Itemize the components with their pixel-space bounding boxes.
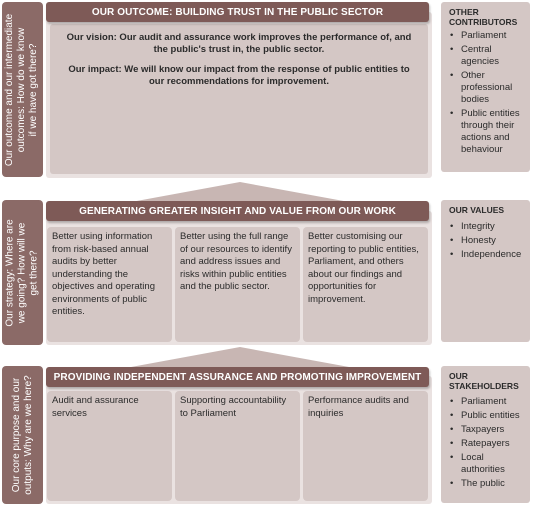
row-label-outcome-line-1: Our outcome and our intermediate	[4, 13, 16, 166]
row-label-strategy-line-1: Our strategy: Where are	[4, 218, 16, 327]
bullet-icon: •	[450, 410, 454, 421]
stakeholder-label: Parliament	[461, 396, 507, 407]
strategy-cell-3: Better customising our reporting to public entities, Parliament, and others about our findings and opportunities for improvement.	[303, 227, 428, 342]
stakeholder-label: Ratepayers	[461, 438, 510, 449]
list-item	[449, 70, 526, 106]
stakeholder-label: Public entities	[461, 410, 520, 421]
contributor-label: Other professional bodies	[461, 70, 513, 105]
stakeholders-list	[449, 396, 526, 490]
purpose-banner: PROVIDING INDEPENDENT ASSURANCE AND PROMOTING IMPROVEMENT	[46, 367, 429, 387]
strategy-cell-1: Better using information from risk-based annual audits by better understanding the objectives and operating environments of public entities.	[47, 227, 172, 342]
outcome-impact: Our impact: We will know our impact from the response of public entities to our recommendations for improvement.	[68, 64, 410, 87]
row-label-outcome-line-2: outcomes: How do we know	[16, 27, 28, 152]
bullet-icon: •	[450, 30, 454, 41]
list-item	[449, 108, 526, 156]
row-label-strategy	[2, 200, 43, 345]
sidebar-stakeholders	[441, 366, 530, 503]
purpose-cell-2: Supporting accountability to Parliament	[175, 391, 300, 501]
stakeholders-heading-line-1: OUR	[449, 371, 468, 381]
contributors-heading-line-2: CONTRIBUTORS	[449, 17, 518, 27]
bullet-icon: •	[450, 424, 454, 435]
list-item	[449, 30, 526, 42]
list-item	[449, 235, 526, 247]
values-heading	[449, 205, 526, 215]
bullet-icon: •	[450, 452, 454, 463]
contributors-heading-line-1: OTHER	[449, 7, 479, 17]
sidebar-values	[441, 200, 530, 342]
list-item	[449, 424, 526, 436]
outcome-box	[50, 24, 428, 174]
bullet-icon: •	[450, 221, 454, 232]
row-label-strategy-line-3: get there?	[28, 249, 40, 296]
sidebar-contributors	[441, 2, 530, 172]
contributors-list	[449, 30, 526, 156]
stakeholder-label: Local authorities	[461, 452, 505, 475]
outcome-banner: OUR OUTCOME: BUILDING TRUST IN THE PUBLIC SECTOR	[46, 2, 429, 22]
list-item	[449, 249, 526, 261]
row-label-purpose-line-1: Our core purpose and our	[10, 377, 22, 493]
bullet-icon: •	[450, 108, 454, 119]
purpose-cell-1: Audit and assurance services	[47, 391, 172, 501]
stakeholder-label: The public	[461, 478, 505, 489]
strategy-cell-2: Better using the full range of our resources to identify and address issues and risks within public entities and the public sector.	[175, 227, 300, 342]
bullet-icon: •	[450, 44, 454, 55]
values-list	[449, 221, 526, 261]
value-label: Honesty	[461, 235, 496, 246]
row-label-purpose-line-2: outputs: Why are we here?	[22, 375, 34, 495]
row-label-outcome	[2, 2, 43, 177]
values-heading-line-1: OUR VALUES	[449, 205, 505, 215]
list-item	[449, 478, 526, 490]
bullet-icon: •	[450, 70, 454, 81]
outcome-vision: Our vision: Our audit and assurance work improves the performance of, and the public's trust in, the public sector.	[66, 32, 412, 55]
bullet-icon: •	[450, 438, 454, 449]
list-item	[449, 221, 526, 233]
bullet-icon: •	[450, 478, 454, 489]
row-label-outcome-line-3: if we have got there?	[28, 43, 40, 136]
list-item	[449, 396, 526, 408]
contributors-heading	[449, 7, 526, 27]
list-item	[449, 438, 526, 450]
bullet-icon: •	[450, 235, 454, 246]
list-item	[449, 452, 526, 476]
strategy-banner: GENERATING GREATER INSIGHT AND VALUE FROM OUR WORK	[46, 201, 429, 221]
stakeholders-heading	[449, 371, 526, 391]
row-label-purpose	[2, 366, 43, 504]
connector-triangle-lower	[120, 345, 360, 369]
contributor-label: Central agencies	[461, 44, 500, 67]
row-label-strategy-line-2: we going? How will we	[16, 222, 28, 323]
stakeholders-heading-line-2: STAKEHOLDERS	[449, 381, 519, 391]
contributor-label: Public entities through their actions and behaviour	[461, 108, 520, 155]
purpose-cell-3: Performance audits and inquiries	[303, 391, 428, 501]
stakeholder-label: Taxpayers	[461, 424, 505, 435]
list-item	[449, 410, 526, 422]
contributor-label: Parliament	[461, 30, 507, 41]
value-label: Independence	[461, 249, 522, 260]
bullet-icon: •	[450, 396, 454, 407]
value-label: Integrity	[461, 221, 495, 232]
list-item	[449, 44, 526, 68]
bullet-icon: •	[450, 249, 454, 260]
